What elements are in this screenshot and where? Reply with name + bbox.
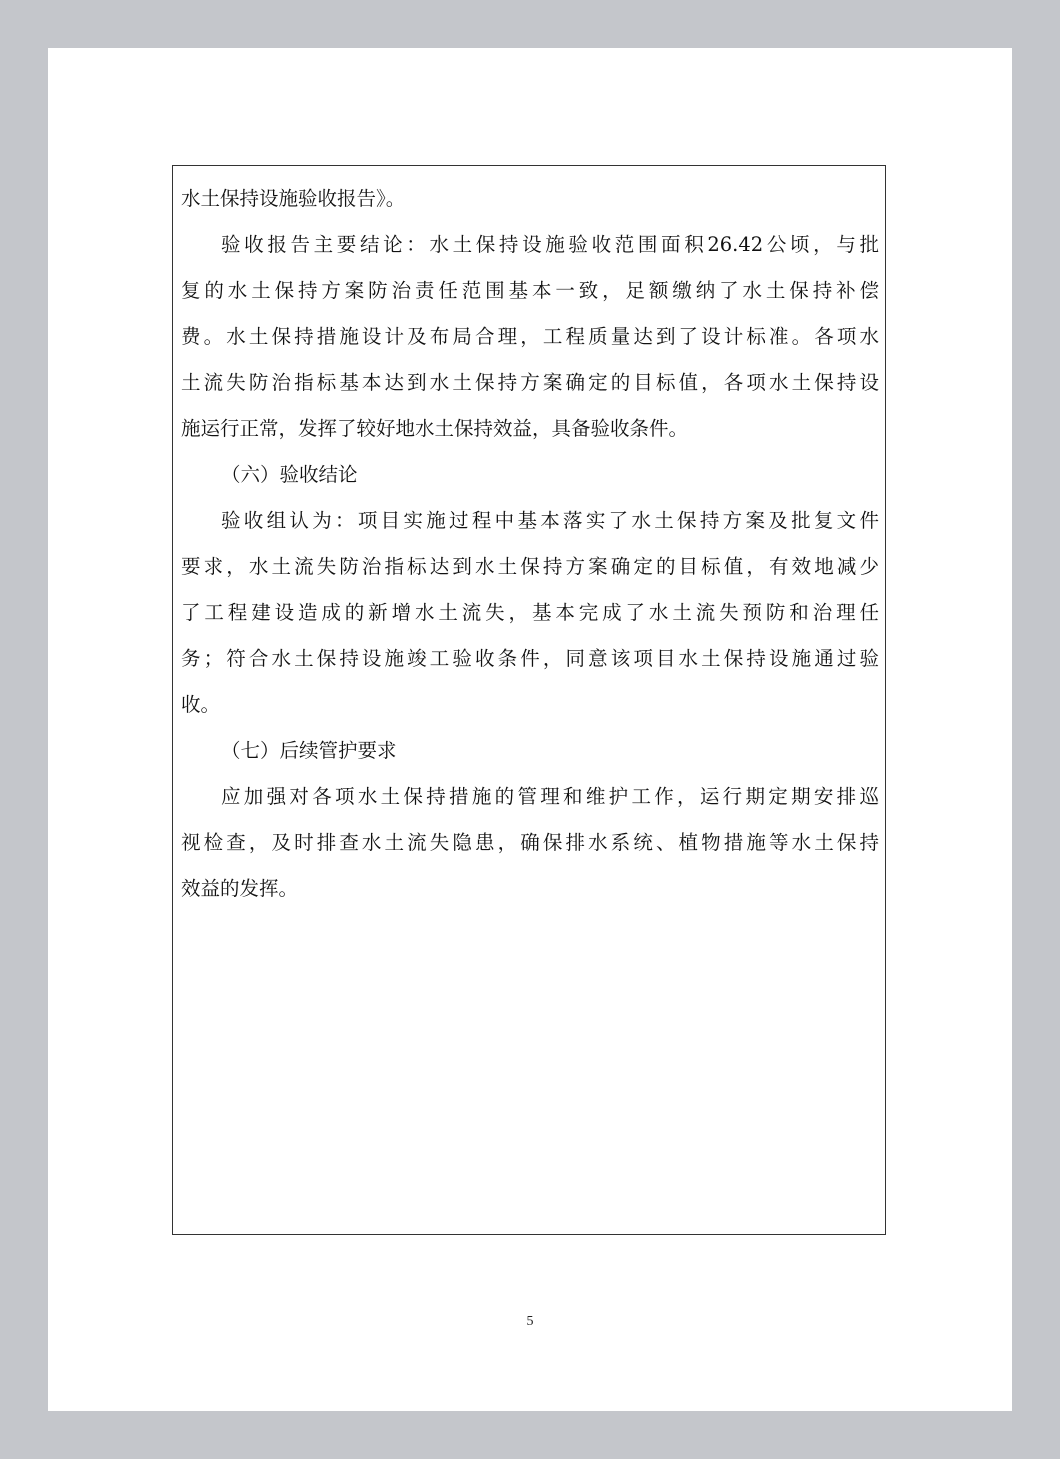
paragraph-line: 效益的发挥。 [181,877,299,900]
paragraph-line: 费。水土保持措施设计及布局合理，工程质量达到了设计标准。各项水 [181,325,879,348]
document-page [48,48,1012,1411]
paragraph-line: 视检查，及时排查水土流失隐患，确保排水系统、植物措施等水土保持 [181,831,879,854]
text-body [181,176,879,912]
paragraph-line: 要求，水土流失防治指标达到水土保持方案确定的目标值，有效地减少 [181,555,879,578]
paragraph-line: 了工程建设造成的新增水土流失，基本完成了水土流失预防和治理任 [181,601,879,624]
page-number: 5 [526,1314,534,1329]
paragraph-line: 应加强对各项水土保持措施的管理和维护工作，运行期定期安排巡 [221,785,879,808]
paragraph-line: 收。 [181,693,221,716]
paragraph-line: 务；符合水土保持设施竣工验收条件，同意该项目水土保持设施通过验 [181,647,879,670]
paragraph-line: 复的水土保持方案防治责任范围基本一致，足额缴纳了水土保持补偿 [181,279,879,302]
paragraph-line: 验收报告主要结论：水土保持设施验收范围面积26.42公顷，与批 [221,233,879,256]
paragraph-line: 土流失防治指标基本达到水土保持方案确定的目标值，各项水土保持设 [181,371,879,394]
section-heading: （七）后续管护要求 [221,739,397,762]
paragraph-line: 水土保持设施验收报告》。 [181,187,406,210]
paragraph-line: 施运行正常，发挥了较好地水土保持效益，具备验收条件。 [181,417,689,440]
content-frame [172,165,886,1235]
section-heading: （六）验收结论 [221,463,358,486]
paragraph-line: 验收组认为：项目实施过程中基本落实了水土保持方案及批复文件 [221,509,879,532]
